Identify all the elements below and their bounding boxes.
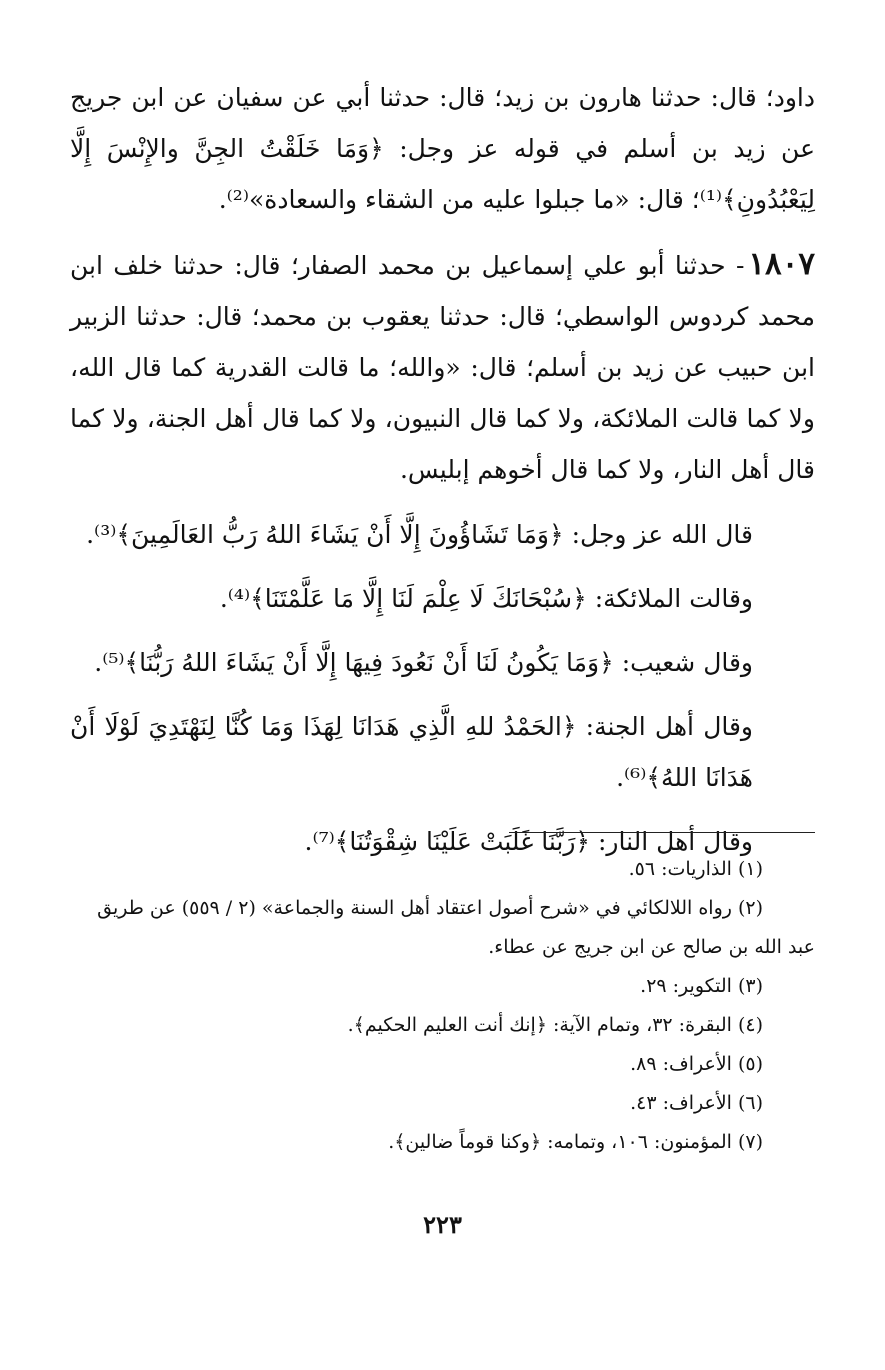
footnote-text: التكوير: ٢٩. bbox=[640, 975, 732, 997]
footnote-text: الأعراف: ٤٣. bbox=[630, 1092, 732, 1114]
footnote-number: (٤) bbox=[737, 1014, 763, 1036]
footnote-6 bbox=[60, 1084, 815, 1123]
footnote-number: (١) bbox=[737, 858, 763, 880]
footnote-number: (٣) bbox=[737, 975, 763, 997]
footnote-2-continuation: عبد الله بن صالح عن ابن جريج عن عطاء. bbox=[488, 936, 815, 958]
quote-allah: قال الله عز وجل: ﴿وَمَا تَشَاؤُونَ إِلَّا أَنْ يَشَاءَ اللهُ رَبُّ العَالَمِينَ﴾⁽³⁾. bbox=[86, 520, 753, 549]
main-text bbox=[70, 72, 815, 880]
footnote-3 bbox=[60, 967, 815, 1006]
footnote-2 bbox=[60, 889, 815, 928]
quote-people-of-fire: وقال أهل النار: ﴿رَبَّنَا غَلَبَتْ عَلَيْنَا شِقْوَتُنَا﴾⁽⁷⁾. bbox=[304, 827, 753, 856]
hadith-text: - حدثنا أبو علي إسماعيل بن محمد الصفار؛ قال: حدثنا خلف ابن محمد كردوس الواسطي؛ قال: حدثنا يعقوب بن محمد؛ قال: حدثنا الزبير ابن حبيب عن زيد بن أسلم؛ قال: «والله؛ ما قالت القدرية كما قال الله، ولا كما قالت الملائكة، ولا كما قال النبيون، ولا كما قال أهل الجنة، ولا كما قال أهل النار، ولا كما قال أخوهم إبليس. bbox=[70, 251, 815, 484]
hadith-number: ١٨٠٧ bbox=[748, 246, 815, 282]
footnote-5 bbox=[60, 1045, 815, 1084]
page-number: ٢٢٣ bbox=[423, 1210, 462, 1239]
footnote-text: المؤمنون: ١٠٦، وتمامه: ﴿وكنا قوماً ضالين﴾. bbox=[388, 1131, 732, 1153]
footnote-text: الذاريات: ٥٦. bbox=[628, 858, 732, 880]
hadith-paragraph bbox=[70, 239, 815, 495]
footnote-7 bbox=[60, 1123, 815, 1162]
footnote-separator bbox=[509, 832, 815, 833]
quote-angels: وقالت الملائكة: ﴿سُبْحَانَكَ لَا عِلْمَ لَنَا إِلَّا مَا عَلَّمْتَنَا﴾⁽⁴⁾. bbox=[219, 584, 753, 613]
footnote-text: البقرة: ٣٢، وتمام الآية: ﴿إنك أنت العليم الحكيم﴾. bbox=[347, 1014, 732, 1036]
quote-people-of-paradise: وقال أهل الجنة: ﴿الحَمْدُ للهِ الَّذِي هَدَانَا لِهَذَا وَمَا كُنَّا لِنَهْتَدِيَ لَوْلَا أَنْ هَدَانَا اللهُ﴾⁽⁶⁾. bbox=[70, 712, 753, 792]
footnote-1 bbox=[60, 850, 815, 889]
paragraph-continuation: داود؛ قال: حدثنا هارون بن زيد؛ قال: حدثنا أبي عن سفيان عن ابن جريج عن زيد بن أسلم في قوله عز وجل: ﴿وَمَا خَلَقْتُ الجِنَّ والإِنْسَ إِلَّا لِيَعْبُدُونِ﴾⁽¹⁾؛ قال: «ما جبلوا عليه من الشقاء والسعادة»⁽²⁾. bbox=[70, 83, 815, 214]
footnote-number: (٧) bbox=[737, 1131, 763, 1153]
footnote-4 bbox=[60, 1006, 815, 1045]
footnote-text: رواه اللالكائي في «شرح أصول اعتقاد أهل السنة والجماعة» (٢ / ٥٥٩) عن طريق bbox=[97, 897, 732, 919]
quote-shuayb: وقال شعيب: ﴿وَمَا يَكُونُ لَنَا أَنْ نَعُودَ فِيهَا إِلَّا أَنْ يَشَاءَ اللهُ رَبُّنَا﴾⁽⁵⁾. bbox=[94, 648, 753, 677]
footnote-text: الأعراف: ٨٩. bbox=[630, 1053, 732, 1075]
footnotes bbox=[60, 850, 815, 1162]
footnote-number: (٥) bbox=[737, 1053, 763, 1075]
footnote-number: (٢) bbox=[737, 897, 763, 919]
footnote-number: (٦) bbox=[737, 1092, 763, 1114]
